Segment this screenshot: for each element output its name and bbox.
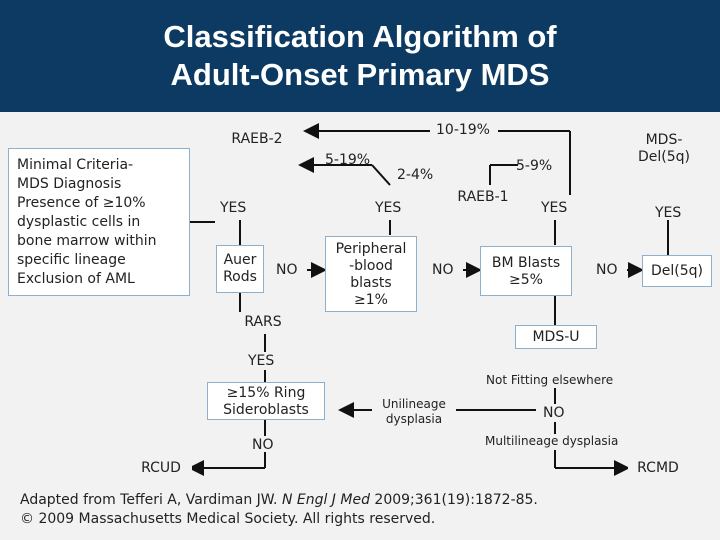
label-no-ring: NO xyxy=(252,437,274,453)
label-5-19: 5-19% xyxy=(325,152,371,168)
mds-u-node: MDS-U xyxy=(515,325,597,349)
bm-blasts-node xyxy=(480,246,572,296)
del5q-node: Del(5q) xyxy=(642,255,712,287)
peripheral-line-2: -blood xyxy=(349,258,393,274)
criteria-line-1: Presence of ≥10% xyxy=(17,195,146,211)
auer-rods-node xyxy=(216,245,264,293)
label-no-bm: NO xyxy=(596,262,618,278)
criteria-heading-2: MDS Diagnosis xyxy=(17,176,122,192)
title-line-2: Adult-Onset Primary MDS xyxy=(170,57,550,92)
rars-node: RARS xyxy=(232,312,294,334)
label-yes-ring: YES xyxy=(248,353,275,369)
label-5-9: 5-9% xyxy=(516,158,553,174)
minimal-criteria-box xyxy=(8,148,190,296)
raeb-2-node: RAEB-2 xyxy=(211,128,303,152)
mds-del5q-line-1: MDS- xyxy=(645,132,683,148)
title-line-1: Classification Algorithm of xyxy=(163,19,557,54)
bm-blasts-line-1: BM Blasts xyxy=(491,255,561,271)
criteria-line-5: Exclusion of AML xyxy=(17,271,135,287)
auer-rods-line-2: Rods xyxy=(223,269,257,285)
label-no-auer: NO xyxy=(276,262,298,278)
label-yes-bm: YES xyxy=(541,200,568,216)
citation xyxy=(20,491,538,529)
unilineage-line-1: Unilineage xyxy=(382,397,446,411)
rcmd-node: RCMD xyxy=(628,458,688,480)
citation-line-2: © 2009 Massachusetts Medical Society. All rights reserved. xyxy=(20,511,436,527)
unilineage-node xyxy=(372,396,456,430)
label-no-peripheral: NO xyxy=(432,262,454,278)
ring-line-2: Sideroblasts xyxy=(223,402,309,418)
peripheral-line-1: Peripheral xyxy=(335,241,407,257)
raeb-1-node: RAEB-1 xyxy=(444,186,522,210)
mds-del5q-node xyxy=(616,122,712,176)
ring-sideroblasts-node xyxy=(207,382,325,420)
bm-blasts-line-2: ≥5% xyxy=(509,272,543,288)
label-yes-auer: YES xyxy=(220,200,247,216)
label-yes-del5q: YES xyxy=(655,205,682,221)
citation-line-1: Adapted from Tefferi A, Vardiman JW. N Engl J Med 2009;361(19):1872-85. xyxy=(20,492,538,508)
unilineage-line-2: dysplasia xyxy=(385,412,443,426)
mds-del5q-line-2: Del(5q) xyxy=(637,149,690,165)
label-yes-peripheral: YES xyxy=(375,200,402,216)
label-multilineage: Multilineage dysplasia xyxy=(485,434,619,448)
label-no-center: NO xyxy=(543,405,565,421)
ring-line-1: ≥15% Ring xyxy=(226,385,306,401)
label-not-fitting: Not Fitting elsewhere xyxy=(486,373,614,387)
label-10-19: 10-19% xyxy=(430,122,496,139)
peripheral-blood-blasts-node xyxy=(325,236,417,312)
criteria-heading-1: Minimal Criteria- xyxy=(17,157,134,173)
journal-name: N Engl J Med xyxy=(281,492,370,508)
rcud-node: RCUD xyxy=(130,458,192,480)
criteria-line-3: bone marrow within xyxy=(17,233,157,249)
label-2-4: 2-4% xyxy=(397,167,434,183)
peripheral-line-3: blasts xyxy=(350,275,392,291)
criteria-line-2: dysplastic cells in xyxy=(17,214,141,230)
peripheral-line-4: ≥1% xyxy=(354,292,388,308)
auer-rods-line-1: Auer xyxy=(223,252,257,268)
criteria-line-4: specific lineage xyxy=(17,252,126,268)
